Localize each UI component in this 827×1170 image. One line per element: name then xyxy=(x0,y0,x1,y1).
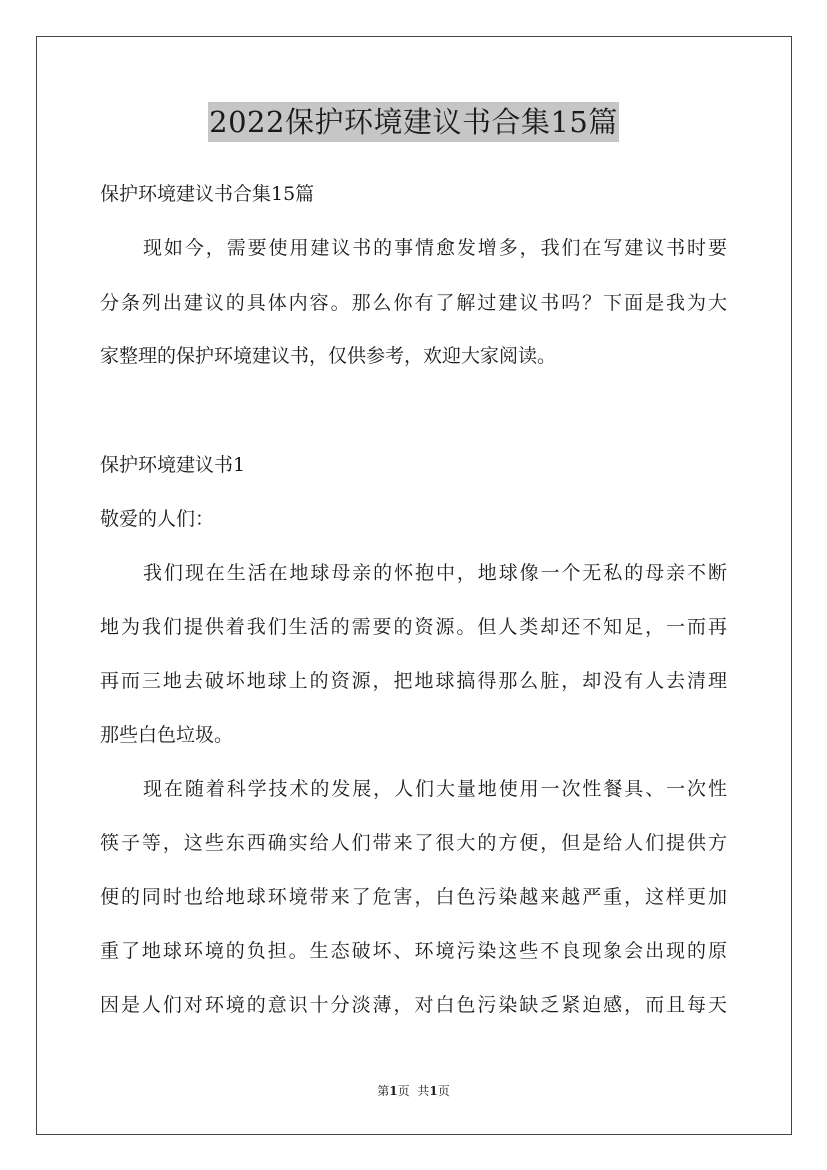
intro-line-1: 现如今，需要使用建议书的事情愈发增多，我们在写建议书时要 xyxy=(143,237,727,259)
para1-line-3: 再而三地去破坏地球上的资源，把地球搞得那么脏，却没有人去清理 xyxy=(100,670,727,692)
page-suffix: 页 xyxy=(397,1084,410,1098)
total-prefix: 共 xyxy=(417,1084,430,1098)
page-number: 1 xyxy=(389,1084,398,1098)
page-footer xyxy=(0,1083,827,1099)
para2-line-2: 筷子等，这些东西确实给人们带来了很大的方便，但是给人们提供方 xyxy=(100,832,727,854)
para2-line-1: 现在随着科学技术的发展，人们大量地使用一次性餐具、一次性 xyxy=(143,778,727,800)
para1-line-1: 我们现在生活在地球母亲的怀抱中，地球像一个无私的母亲不断 xyxy=(143,562,727,584)
section-heading: 保护环境建议书1 xyxy=(100,454,246,476)
total-pages: 1 xyxy=(429,1084,438,1098)
page-prefix: 第 xyxy=(377,1084,390,1098)
total-suffix: 页 xyxy=(437,1084,450,1098)
para1-line-2: 地为我们提供着我们生活的需要的资源。但人类却还不知足，一而再 xyxy=(100,616,727,638)
salutation: 敬爱的人们： xyxy=(100,508,215,530)
document-subtitle: 保护环境建议书合集15篇 xyxy=(100,183,315,205)
para2-line-3: 便的同时也给地球环境带来了危害，白色污染越来越严重，这样更加 xyxy=(100,886,727,908)
intro-line-3: 家整理的保护环境建议书，仅供参考，欢迎大家阅读。 xyxy=(100,345,557,367)
document-title: 2022保护环境建议书合集15篇 xyxy=(208,102,619,142)
para2-line-4: 重了地球环境的负担。生态破坏、环境污染这些不良现象会出现的原 xyxy=(100,940,727,962)
para2-line-5: 因是人们对环境的意识十分淡薄，对白色污染缺乏紧迫感，而且每天 xyxy=(100,994,727,1016)
para1-line-4: 那些白色垃圾。 xyxy=(100,724,234,746)
title-container xyxy=(0,102,827,142)
intro-line-2: 分条列出建议的具体内容。那么你有了解过建议书吗？下面是我为大 xyxy=(100,292,727,314)
